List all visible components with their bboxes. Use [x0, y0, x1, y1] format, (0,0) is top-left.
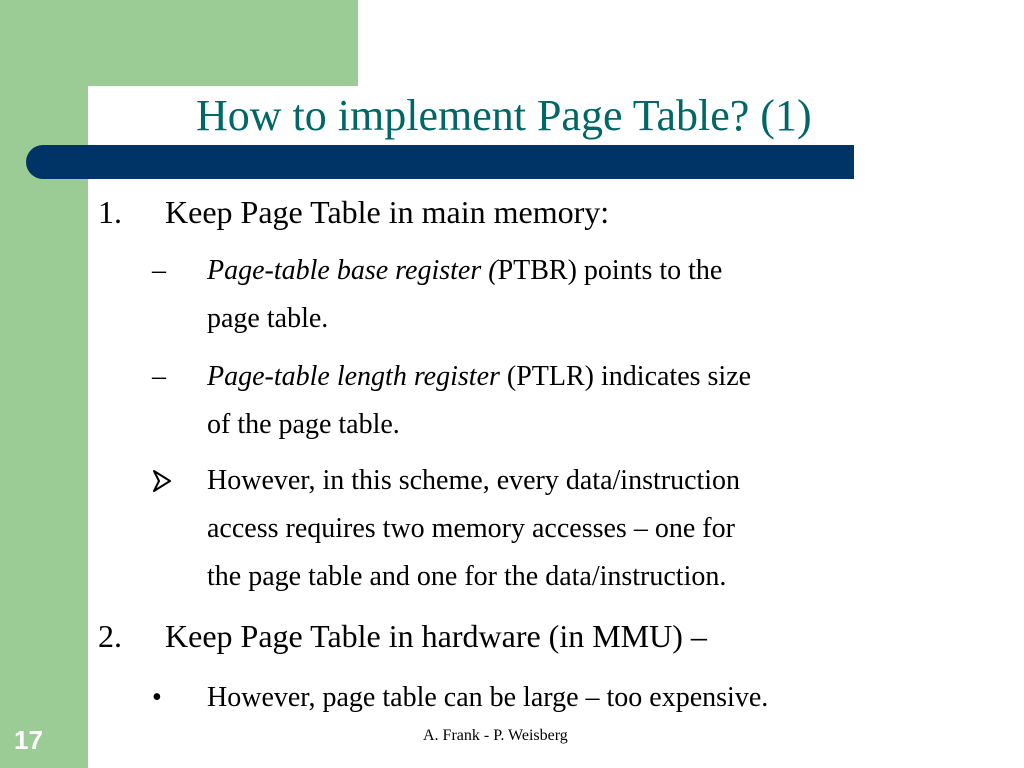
list-number-1: 1. [98, 194, 122, 230]
ptbr-text-rest: PTBR) points to the [497, 255, 723, 286]
list-number-2: 2. [98, 618, 122, 654]
ptlr-text-line2: of the page table. [207, 409, 400, 440]
footer-author: A. Frank - P. Weisberg [423, 727, 568, 744]
however-1-line2: access requires two memory accesses – one for [207, 513, 735, 544]
green-sidebar [0, 0, 88, 768]
arrow-right-icon [152, 457, 176, 505]
slide-number: 17 [14, 725, 43, 755]
ptlr-text-rest: (PTLR) indicates size [499, 361, 752, 392]
slide-title: How to implement Page Table? (1) [196, 91, 812, 140]
ptlr-italic-term: Page-table length register [207, 361, 500, 392]
however-1-line1: However, in this scheme, every data/instruction [207, 465, 741, 496]
list-item-2-text: Keep Page Table in hardware (in MMU) – [165, 618, 707, 654]
however-2-text: However, page table can be large – too expensive. [207, 682, 769, 713]
bullet-marker: • [152, 682, 162, 713]
ptbr-text-line2: page table. [207, 303, 329, 334]
ptbr-italic-term: Page-table base register ( [207, 255, 498, 286]
dash-marker: – [152, 255, 166, 286]
title-underline-bar [26, 145, 854, 179]
green-header-block [0, 0, 358, 86]
however-1-line3: the page table and one for the data/instruction. [207, 561, 727, 592]
dash-marker: – [152, 361, 166, 392]
list-item-1-text: Keep Page Table in main memory: [165, 194, 610, 230]
ptlr-text [207, 353, 751, 401]
ptbr-text [207, 247, 722, 295]
